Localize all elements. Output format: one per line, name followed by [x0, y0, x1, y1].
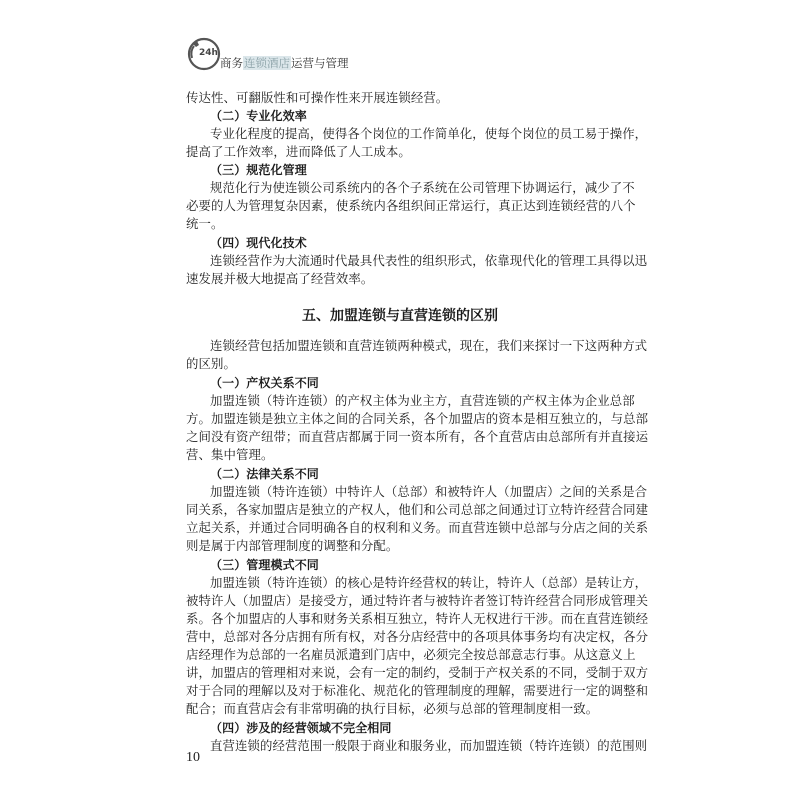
- subheading-property-rights: （一）产权关系不同: [210, 376, 319, 390]
- paragraph-line: 连锁经营包括加盟连锁和直营连锁两种模式，现在，我们来探讨一下这两种方式: [210, 338, 648, 353]
- paragraph-line: 加盟连锁（特许连锁）的核心是特许经营权的转让，特许人（总部）是转让方，: [210, 575, 648, 590]
- paragraph-line: 速发展并极大地提高了经营效率。: [186, 271, 374, 286]
- logo-text: 24h: [199, 48, 218, 58]
- header-title: [220, 55, 349, 71]
- header-title-highlight: 连锁酒店: [244, 56, 290, 70]
- paragraph-line: 立起关系，并通过合同明确各自的权利和义务。而直营连锁中总部与分店之间的关系: [186, 520, 649, 535]
- paragraph-line: 同关系，各家加盟店是独立的产权人，他们和公司总部之间通过订立特许经营合同建: [186, 502, 649, 517]
- paragraph-line: 专业化程度的提高，使得各个岗位的工作简单化，使每个岗位的员工易于操作，: [210, 126, 648, 141]
- header-title-suffix: 运营与管理: [291, 56, 349, 70]
- subheading-legal-relationship: （二）法律关系不同: [210, 467, 319, 481]
- paragraph-line: 提高了工作效率，进而降低了人工成本。: [186, 144, 411, 159]
- paragraph-line: 讲，加盟店的管理相对来说，会有一定的制约，受制于产权关系的不同，受制于双方: [186, 665, 649, 680]
- paragraph-line: 则是属于内部管理制度的调整和分配。: [186, 538, 399, 553]
- section-title: 五、加盟连锁与直营连锁的区别: [302, 308, 498, 324]
- paragraph-line: 对于合同的理解以及对于标准化、规范化的管理制度的理解，需要进行一定的调整和: [186, 683, 649, 698]
- header-title-prefix: 商务: [220, 56, 243, 70]
- paragraph-line: 统一。: [186, 216, 224, 231]
- paragraph-line: 营中，总部对各分店拥有所有权，对各分店经营中的各项具体事务均有决定权，各分: [186, 629, 649, 644]
- subheading-management-mode: （三）管理模式不同: [210, 558, 319, 572]
- paragraph-line: 传达性、可翻版性和可操作性来开展连锁经营。: [186, 90, 449, 105]
- paragraph-line: 规范化行为使连锁公司系统内的各个子系统在公司管理下协调运行，减少了不: [210, 180, 635, 195]
- subheading-business-fields: （四）涉及的经营领域不完全相同: [210, 721, 392, 735]
- paragraph-line: 配合；而直营店会有非常明确的执行目标，必须与总部的管理制度相一致。: [186, 701, 599, 716]
- subheading-modern-technology: （四）现代化技术: [210, 236, 307, 250]
- paragraph-line: 加盟连锁（特许连锁）的产权主体为业主方，直营连锁的产权主体为企业总部: [210, 393, 635, 408]
- paragraph-line: 方。加盟连锁是独立主体之间的合同关系，各个加盟店的资本是相互独立的，与总部: [186, 411, 649, 426]
- paragraph-line: 之间没有资产纽带；而直营店都属于同一资本所有，各个直营店由总部所有并直接运: [186, 429, 649, 444]
- paragraph-line: 连锁经营作为大流通时代最具代表性的组织形式，依靠现代化的管理工具得以迅: [210, 253, 648, 268]
- paragraph-line: 必要的人为管理复杂因素，使系统内各组织间正常运行，真正达到连锁经营的八个: [186, 198, 636, 213]
- paragraph-line: 营、集中管理。: [186, 447, 274, 462]
- paragraph-line: 的区别。: [186, 356, 236, 371]
- paragraph-line: 店经理作为总部的一名雇员派遣到门店中，必须完全按总部意志行事。从这意义上: [186, 647, 636, 662]
- paragraph-line: 直营连锁的经营范围一般限于商业和服务业，而加盟连锁（特许连锁）的范围则: [210, 738, 648, 753]
- page-number: 10: [186, 750, 200, 765]
- paragraph-line: 系。各个加盟店的人事和财务关系相互独立，特许人无权进行干涉。而在直营连锁经: [186, 611, 649, 626]
- paragraph-line: 加盟连锁（特许连锁）中特许人（总部）和被特许人（加盟店）之间的关系是合: [210, 484, 648, 499]
- paragraph-line: 被特许人（加盟店）是接受方，通过特许者与被特许者签订特许经营合同形成管理关: [186, 593, 649, 608]
- subheading-professional-efficiency: （二）专业化效率: [210, 109, 307, 123]
- running-header: [186, 34, 606, 74]
- subheading-standardized-management: （三）规范化管理: [210, 163, 307, 177]
